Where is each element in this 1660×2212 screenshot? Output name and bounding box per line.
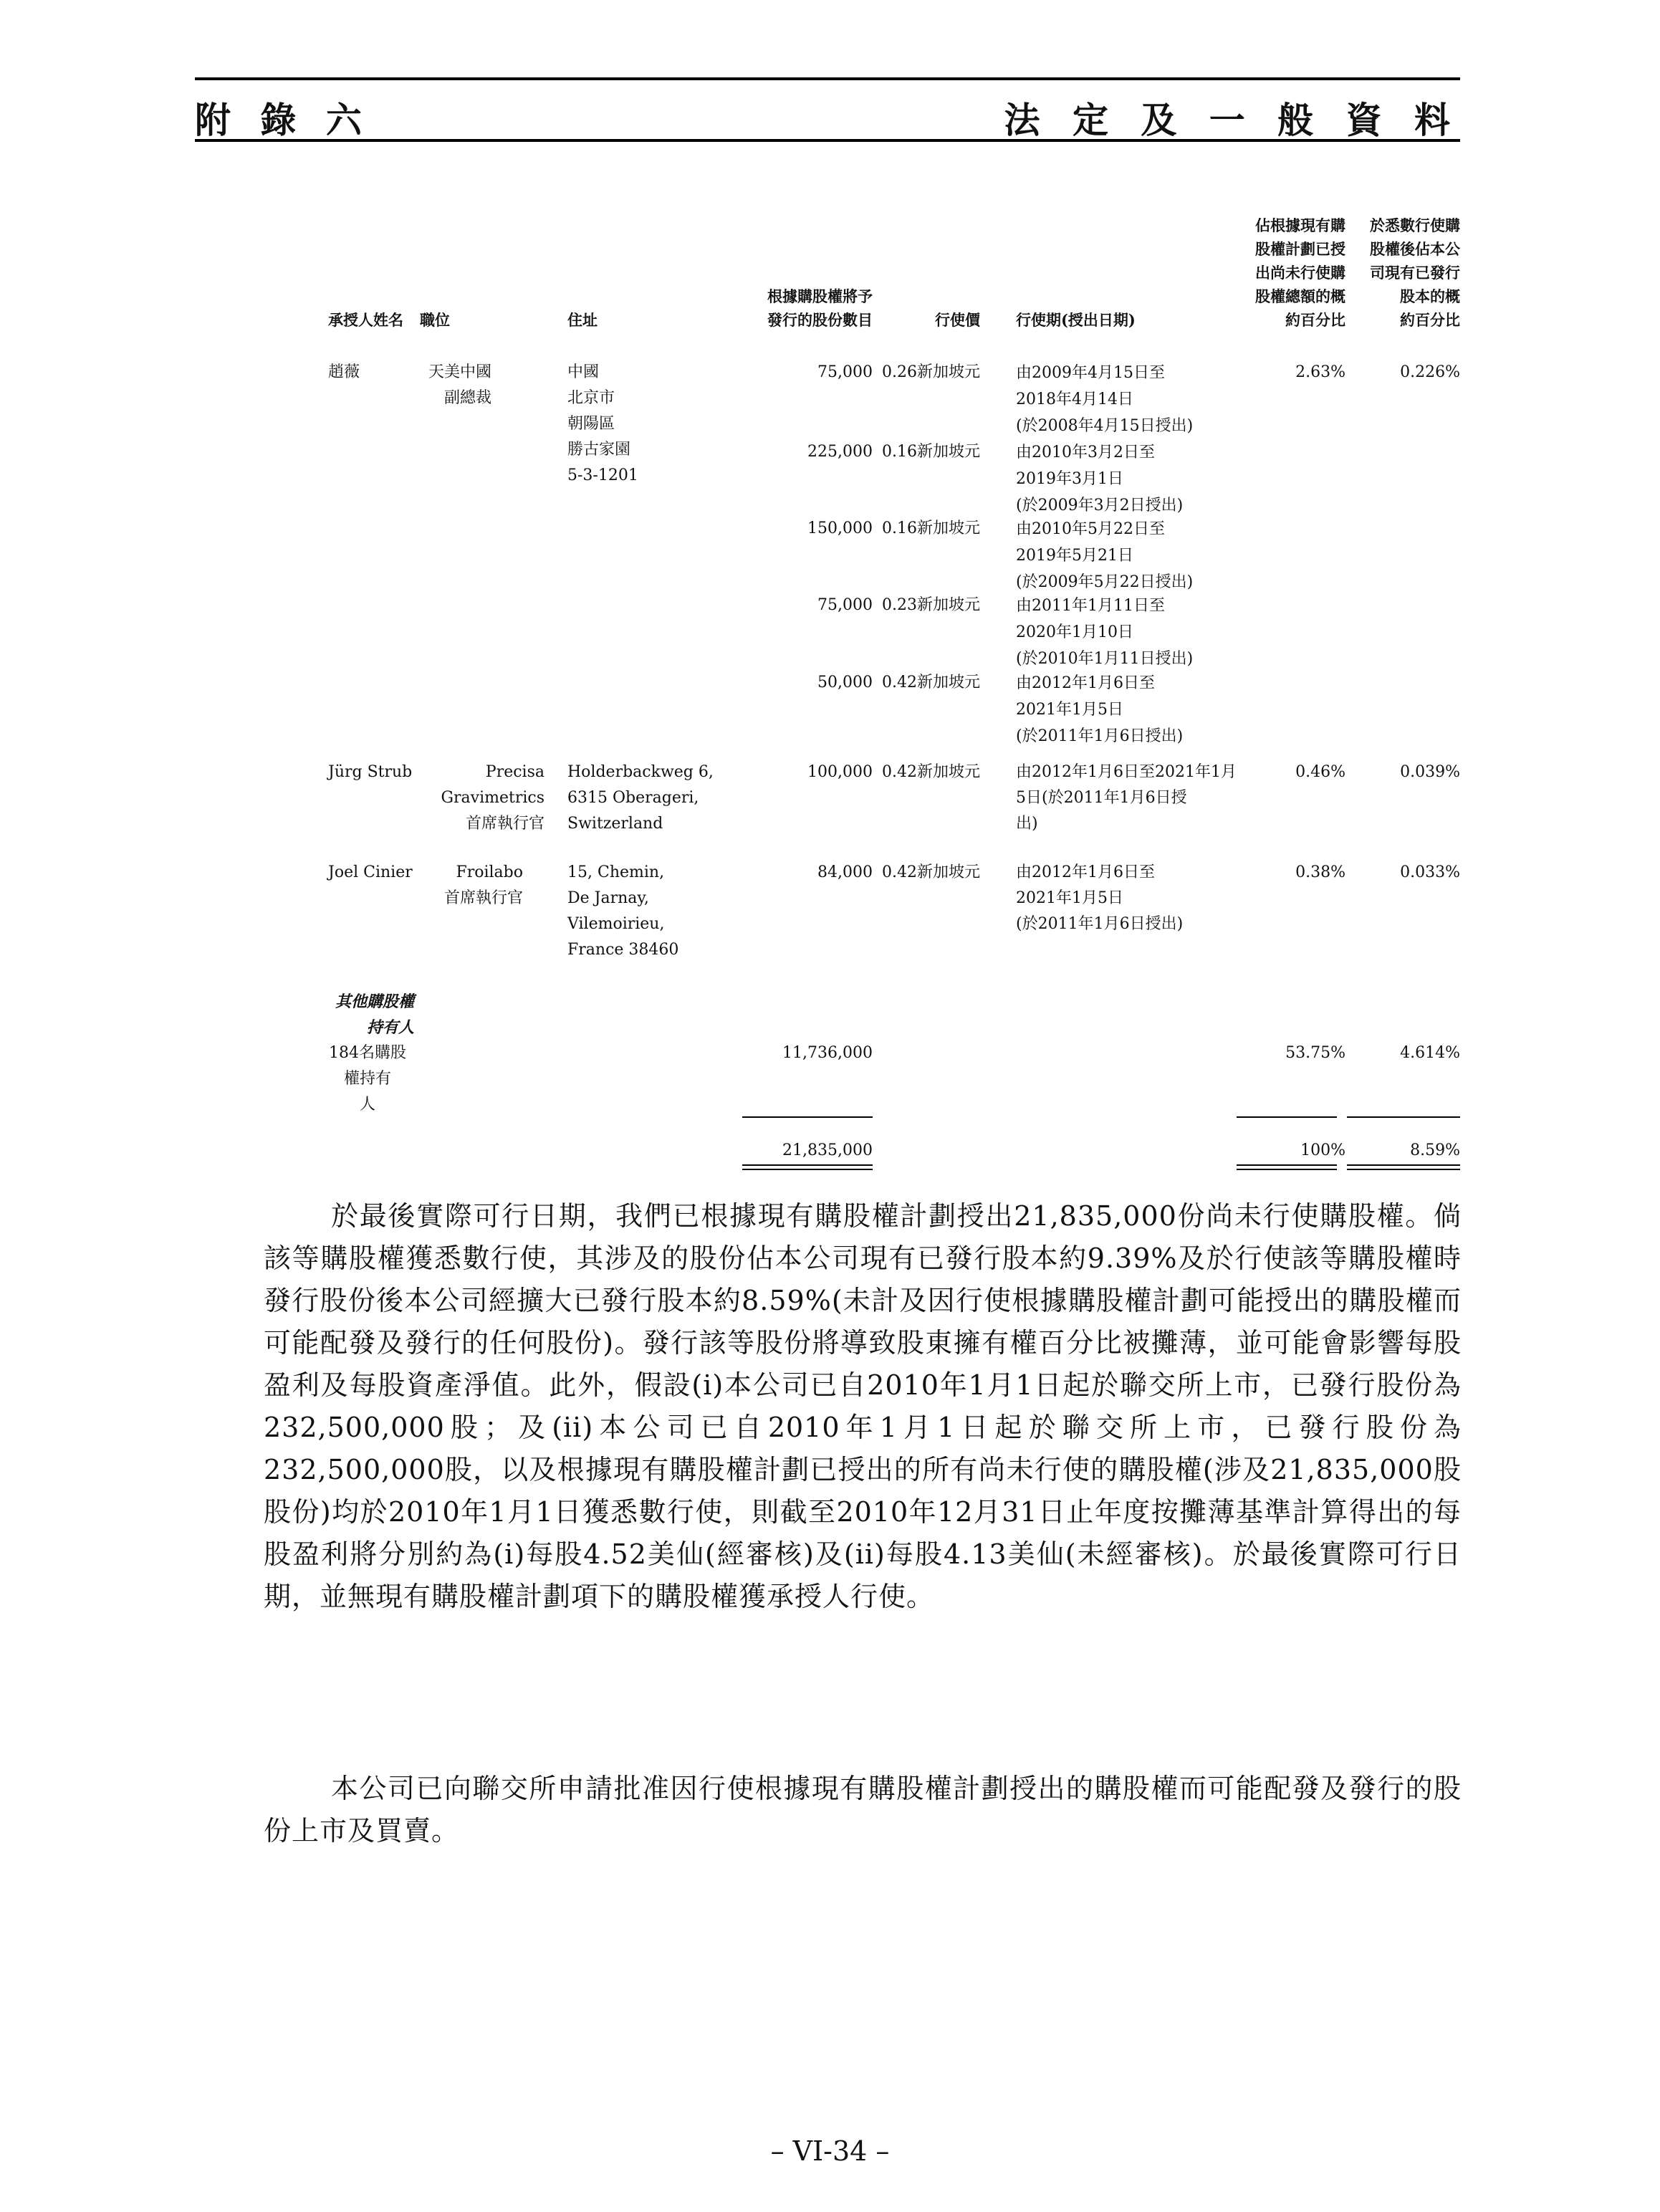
exercise-period: 由2010年5月22日至 2019年5月21日 (於2009年5月22日授出): [1016, 520, 1194, 591]
grantee-name: 趙薇: [328, 363, 360, 381]
section-title: 法 定 及 一 般 資 料: [1004, 99, 1460, 141]
total-pct-issued: 8.59%: [1410, 1141, 1460, 1159]
appendix-label: 附 錄 六: [195, 99, 370, 141]
pct-outstanding: 53.75%: [1285, 1044, 1345, 1062]
grantee-address: 中國 北京市 朝陽區 勝古家園 5-3-1201: [567, 363, 638, 484]
total-rule-top: [1347, 1116, 1460, 1118]
pct-outstanding: 2.63%: [1295, 363, 1345, 381]
total-rule-top: [1237, 1116, 1337, 1118]
total-double-rule: [1237, 1164, 1337, 1166]
grantee-name: Joel Cinier: [328, 863, 413, 881]
grantee-name: Jürg Strub: [328, 763, 413, 781]
share-count: 75,000: [817, 596, 873, 614]
exercise-period: 由2010年3月2日至 2019年3月1日 (於2009年3月2日授出): [1016, 444, 1184, 514]
share-count: 100,000: [807, 763, 873, 781]
header-top-rule: [195, 77, 1460, 80]
exercise-period: 由2012年1月6日至 2021年1月5日 (於2011年1月6日授出): [1016, 863, 1184, 933]
header-pct-issued: 於悉數行使購 股權後佔本公 司現有已發行 股本的概 約百分比: [1370, 216, 1460, 329]
exercise-price: 0.16新加坡元: [882, 443, 980, 461]
exercise-price: 0.42新加坡元: [882, 763, 980, 781]
exercise-price: 0.16新加坡元: [882, 520, 980, 537]
header-share-count: 根據購股權將予 發行的股份數目: [767, 287, 873, 329]
pct-issued: 4.614%: [1400, 1044, 1460, 1062]
exercise-period: 由2012年1月6日至 2021年1月5日 (於2011年1月6日授出): [1016, 674, 1184, 745]
header-address: 住址: [567, 311, 598, 329]
total-double-rule: [1347, 1169, 1460, 1170]
pct-issued: 0.033%: [1400, 863, 1460, 881]
other-holders-heading: 其他購股權 持有人: [335, 992, 414, 1037]
exercise-price: 0.42新加坡元: [882, 674, 980, 691]
exercise-price: 0.26新加坡元: [882, 363, 980, 381]
grantee-position: Precisa Gravimetrics 首席執行官: [441, 763, 544, 833]
total-share-count: 21,835,000: [782, 1141, 873, 1159]
grantee-position: Froilabo 首席執行官: [443, 863, 523, 907]
header-bottom-rule: [195, 139, 1460, 142]
header-pct-outstanding: 佔根據現有購 股權計劃已授 出尚未行使購 股權總額的概 約百分比: [1255, 216, 1345, 329]
total-rule-top: [742, 1116, 873, 1118]
share-count: 11,736,000: [782, 1044, 873, 1062]
pct-outstanding: 0.46%: [1295, 763, 1345, 781]
exercise-price: 0.42新加坡元: [882, 863, 980, 881]
header-exercise-period: 行使期(授出日期): [1016, 311, 1136, 329]
exercise-period: 由2009年4月15日至 2018年4月14日 (於2008年4月15日授出): [1016, 364, 1194, 435]
share-count: 225,000: [807, 443, 873, 461]
grantee-address: 15, Chemin, De Jarnay, Vilemoirieu, France 38460: [567, 863, 679, 959]
total-double-rule: [1347, 1164, 1460, 1166]
total-pct-outstanding: 100%: [1300, 1141, 1345, 1159]
body-paragraph: 本公司已向聯交所申請批准因行使根據現有購股權計劃授出的購股權而可能配發及發行的股份上市及買賣。: [264, 1773, 1462, 1847]
total-double-rule: [1237, 1169, 1337, 1170]
pct-issued: 0.039%: [1400, 763, 1460, 781]
page-header: [195, 77, 1460, 142]
exercise-period: 由2012年1月6日至2021年1月 5日(於2011年1月6日授 出): [1016, 763, 1237, 833]
share-count: 75,000: [817, 363, 873, 381]
total-double-rule: [742, 1169, 873, 1170]
header-grantee-name: 承授人姓名: [328, 311, 403, 329]
share-count: 84,000: [817, 863, 873, 881]
share-count: 150,000: [807, 520, 873, 537]
body-paragraph: 於最後實際可行日期，我們已根據現有購股權計劃授出21,835,000份尚未行使購股權。倘該等購股權獲悉數行使，其涉及的股份佔本公司現有已發行股本約9.39%及於行使該等購股權時發行股份後本公司經擴大已發行股本約8.59%(未計及因行使根據購股權計劃可能授出的購股權而可能配發及發行的任何股份)。發行該等股份將導致股東擁有權百分比被攤薄，並可能會影響每股盈利及每股資產淨值。此外，假設(i)本公司已自2010年1月1日起於聯交所上市，已發行股份為232,500,000股；及(ii)本公司已自2010年1月1日起於聯交所上市，已發行股份為232,500,000股，以及根據現有購股權計劃已授出的所有尚未行使的購股權(涉及21,835,000股股份)均於2010年1月1日獲悉數行使，則截至2010年12月31日止年度按攤薄基準計算得出的每股盈利將分別約為(i)每股4.52美仙(經審核)及(ii)每股4.13美仙(未經審核)。於最後實際可行日期，並無現有購股權計劃項下的購股權獲承授人行使。: [264, 1200, 1462, 1612]
grantee-address: Holderbackweg 6, 6315 Oberageri, Switzerland: [567, 763, 714, 833]
pct-outstanding: 0.38%: [1295, 863, 1345, 881]
other-holders-name: 184名購股 權持有 人: [329, 1044, 406, 1114]
header-exercise-price: 行使價: [935, 311, 980, 329]
page-number: – VI-34 –: [770, 2135, 890, 2167]
total-double-rule: [742, 1164, 873, 1166]
exercise-price: 0.23新加坡元: [882, 596, 980, 614]
share-count: 50,000: [817, 674, 873, 691]
pct-issued: 0.226%: [1400, 363, 1460, 381]
header-position: 職位: [420, 311, 450, 329]
grantee-position: 天美中國 副總裁: [428, 363, 491, 407]
exercise-period: 由2011年1月11日至 2020年1月10日 (於2010年1月11日授出): [1016, 597, 1194, 668]
